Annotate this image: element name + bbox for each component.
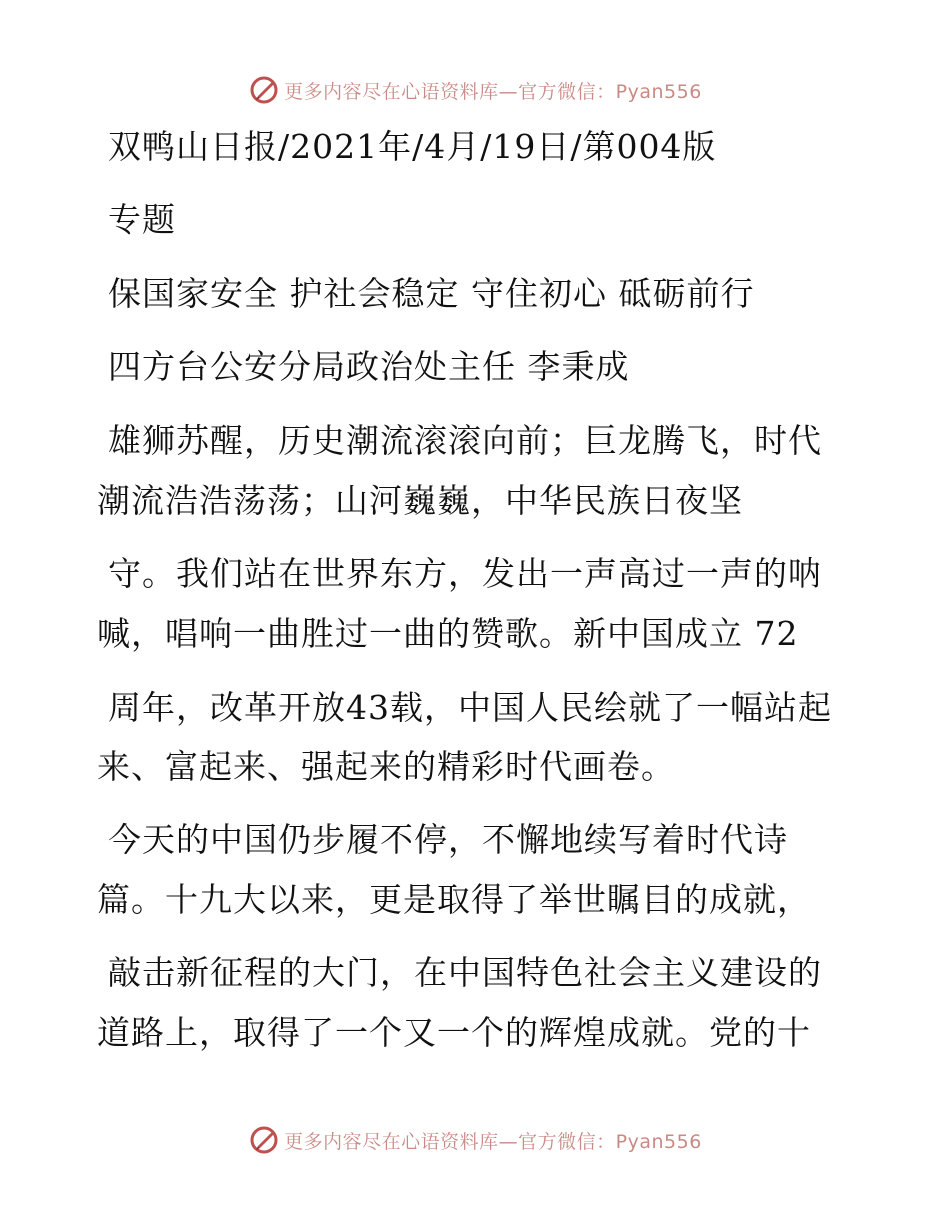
body-line: 来、富起来、强起来的精彩时代画卷。: [97, 747, 675, 786]
body-line: 敲击新征程的大门，在中国特色社会主义建设的: [108, 953, 822, 992]
body-line: 今天的中国仍步履不停，不懈地续写着时代诗: [108, 820, 788, 859]
newspaper-header: 双鸭山日报/2021年/4月/19日/第004版: [108, 127, 717, 166]
body-line: 潮流浩浩荡荡；山河巍巍，中华民族日夜坚: [97, 481, 743, 520]
body-line: 守。我们站在世界东方，发出一声高过一声的呐: [108, 554, 822, 593]
body-line: 篇。十九大以来，更是取得了举世瞩目的成就，: [97, 880, 811, 919]
article-author: 四方台公安分局政治处主任 李秉成: [108, 347, 630, 386]
pen-circle-logo-icon: [248, 74, 280, 106]
watermark-text: 更多内容尽在心语资料库—官方微信：Pyan556: [284, 1130, 702, 1153]
watermark-bottom: [0, 1120, 950, 1160]
pen-circle-logo-icon: [248, 1124, 280, 1156]
watermark-top: [0, 70, 950, 110]
watermark-text: 更多内容尽在心语资料库—官方微信：Pyan556: [284, 80, 702, 103]
body-line: 喊，唱响一曲胜过一曲的赞歌。新中国成立 72: [97, 614, 799, 653]
article-title: 保国家安全 护社会稳定 守住初心 砥砺前行: [108, 274, 755, 313]
body-line: 周年，改革开放43载，中国人民绘就了一幅站起: [108, 688, 832, 727]
section-label: 专题: [108, 200, 176, 239]
body-line: 雄狮苏醒，历史潮流滚滚向前；巨龙腾飞，时代: [108, 421, 822, 460]
body-line: 道路上，取得了一个又一个的辉煌成就。党的十: [97, 1013, 811, 1052]
